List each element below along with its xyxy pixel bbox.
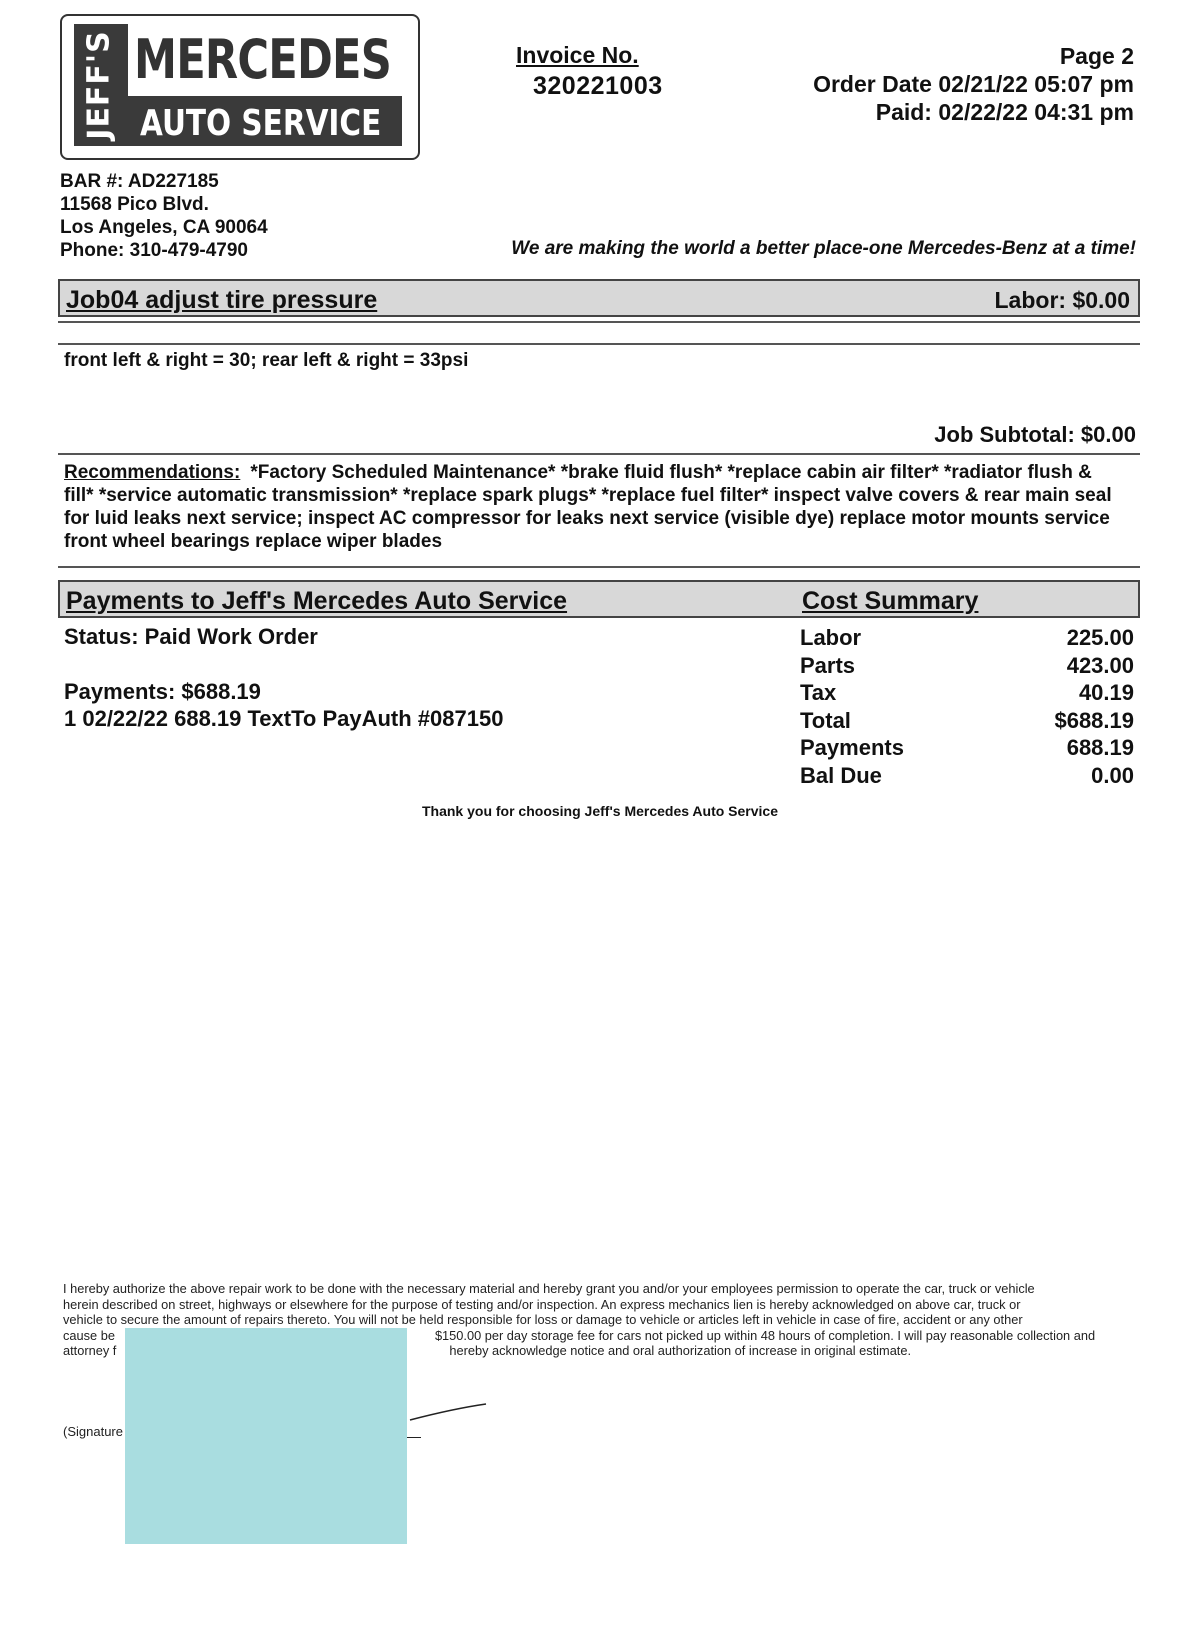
divider (58, 453, 1140, 455)
legal-line: vehicle to secure the amount of repairs thereto. You will not be held responsible for loss or damage to vehicle or articles left in vehicle in case of fire, accident or any other (63, 1312, 1023, 1327)
logo-side-text: JEFF'S (81, 30, 117, 140)
legal-fragment: attorney f (63, 1343, 117, 1358)
job-header-bar (58, 279, 1140, 317)
invoice-header-info (813, 42, 1134, 126)
cost-value: 688.19 (1066, 735, 1134, 760)
cost-summary-title: Cost Summary (802, 587, 979, 615)
payments-total: Payments: $688.19 (64, 679, 261, 704)
logo-bottom-text: AUTO SERVICE (140, 103, 382, 144)
job-title: Job04 adjust tire pressure (66, 286, 378, 314)
recommendations-text: *Factory Scheduled Maintenance* *brake fluid flush* *replace cabin air filter* *radiator flush & fill* *service automatic transmission* *replace spark plugs* *replace fuel filter* inspect valve covers & rear main seal for luid leaks next service; inspect AC compressor for leaks next service (visible dye) replace motor mounts service front wheel bearings replace wiper blades (64, 462, 1112, 552)
job-subtotal: Job Subtotal: $0.00 (934, 422, 1136, 447)
job-labor: Labor: $0.00 (994, 287, 1130, 313)
payment-status: Status: Paid Work Order (64, 624, 318, 649)
divider (58, 343, 1140, 345)
shop-address (60, 170, 268, 262)
cost-label: Payments (800, 735, 904, 760)
cost-value: 0.00 (1091, 762, 1134, 788)
cost-label: Tax (800, 680, 837, 705)
payments-title: Payments to Jeff's Mercedes Auto Service (66, 587, 568, 615)
cost-label: Total (800, 707, 851, 733)
signature-label: (Signature (63, 1424, 123, 1439)
order-date: Order Date 02/21/22 05:07 pm (813, 71, 1134, 97)
divider (58, 321, 1140, 323)
legal-fragment: cause be (63, 1327, 115, 1343)
cost-row (800, 679, 1134, 707)
cost-row (800, 762, 1134, 790)
company-logo (60, 14, 420, 160)
invoice-label: Invoice No. (516, 42, 639, 68)
street-address: 11568 Pico Blvd. (60, 194, 209, 215)
logo-top-text: MERCEDES (134, 28, 392, 91)
recommendations-label: Recommendations: (64, 462, 241, 483)
payment-line: 1 02/22/22 688.19 TextTo PayAuth #087150 (64, 706, 504, 731)
recommendations (64, 461, 1124, 553)
job-line-item: front left & right = 30; rear left & right = 33psi (64, 350, 469, 371)
paid-date: Paid: 02/22/22 04:31 pm (875, 99, 1134, 125)
bar-number: BAR #: AD227185 (60, 171, 219, 192)
cost-row (800, 734, 1134, 762)
signature-stroke (408, 1402, 488, 1422)
cost-label: Bal Due (800, 762, 882, 788)
cost-row (800, 707, 1134, 735)
tagline: We are making the world a better place-one Mercedes-Benz at a time! (511, 238, 1136, 259)
cost-row (800, 652, 1134, 680)
cost-value: 225.00 (1066, 625, 1134, 650)
payments-header-bar (58, 580, 1140, 618)
city-state-zip: Los Angeles, CA 90064 (60, 217, 268, 238)
signature-line (405, 1437, 421, 1438)
cost-row (800, 624, 1134, 652)
redaction-box (125, 1328, 407, 1544)
thank-you-note: Thank you for choosing Jeff's Mercedes Auto Service (421, 803, 778, 819)
legal-fragment: $150.00 per day storage fee for cars not picked up within 48 hours of completion. I will pay reasonable collection and (434, 1327, 1096, 1343)
cost-label: Parts (800, 652, 856, 678)
phone-number: Phone: 310-479-4790 (60, 240, 248, 261)
page-number: Page 2 (1059, 43, 1134, 69)
cost-label: Labor (800, 625, 862, 650)
legal-fragment: hereby acknowledge notice and oral authorization of increase in original estimate. (449, 1343, 912, 1358)
cost-value: $688.19 (1054, 707, 1134, 733)
invoice-number: 320221003 (533, 72, 663, 100)
cost-value: 423.00 (1066, 652, 1134, 678)
cost-value: 40.19 (1078, 680, 1134, 705)
cost-summary (800, 624, 1134, 789)
legal-line: herein described on street, highways or elsewhere for the purpose of testing and/or inspection. An express mechanics lien is hereby acknowledged on above car, truck or (63, 1296, 1021, 1312)
divider (58, 566, 1140, 568)
legal-line: I hereby authorize the above repair work to be done with the necessary material and hereby grant you and/or your employees permission to operate the car, truck or vehicle (63, 1281, 1035, 1296)
